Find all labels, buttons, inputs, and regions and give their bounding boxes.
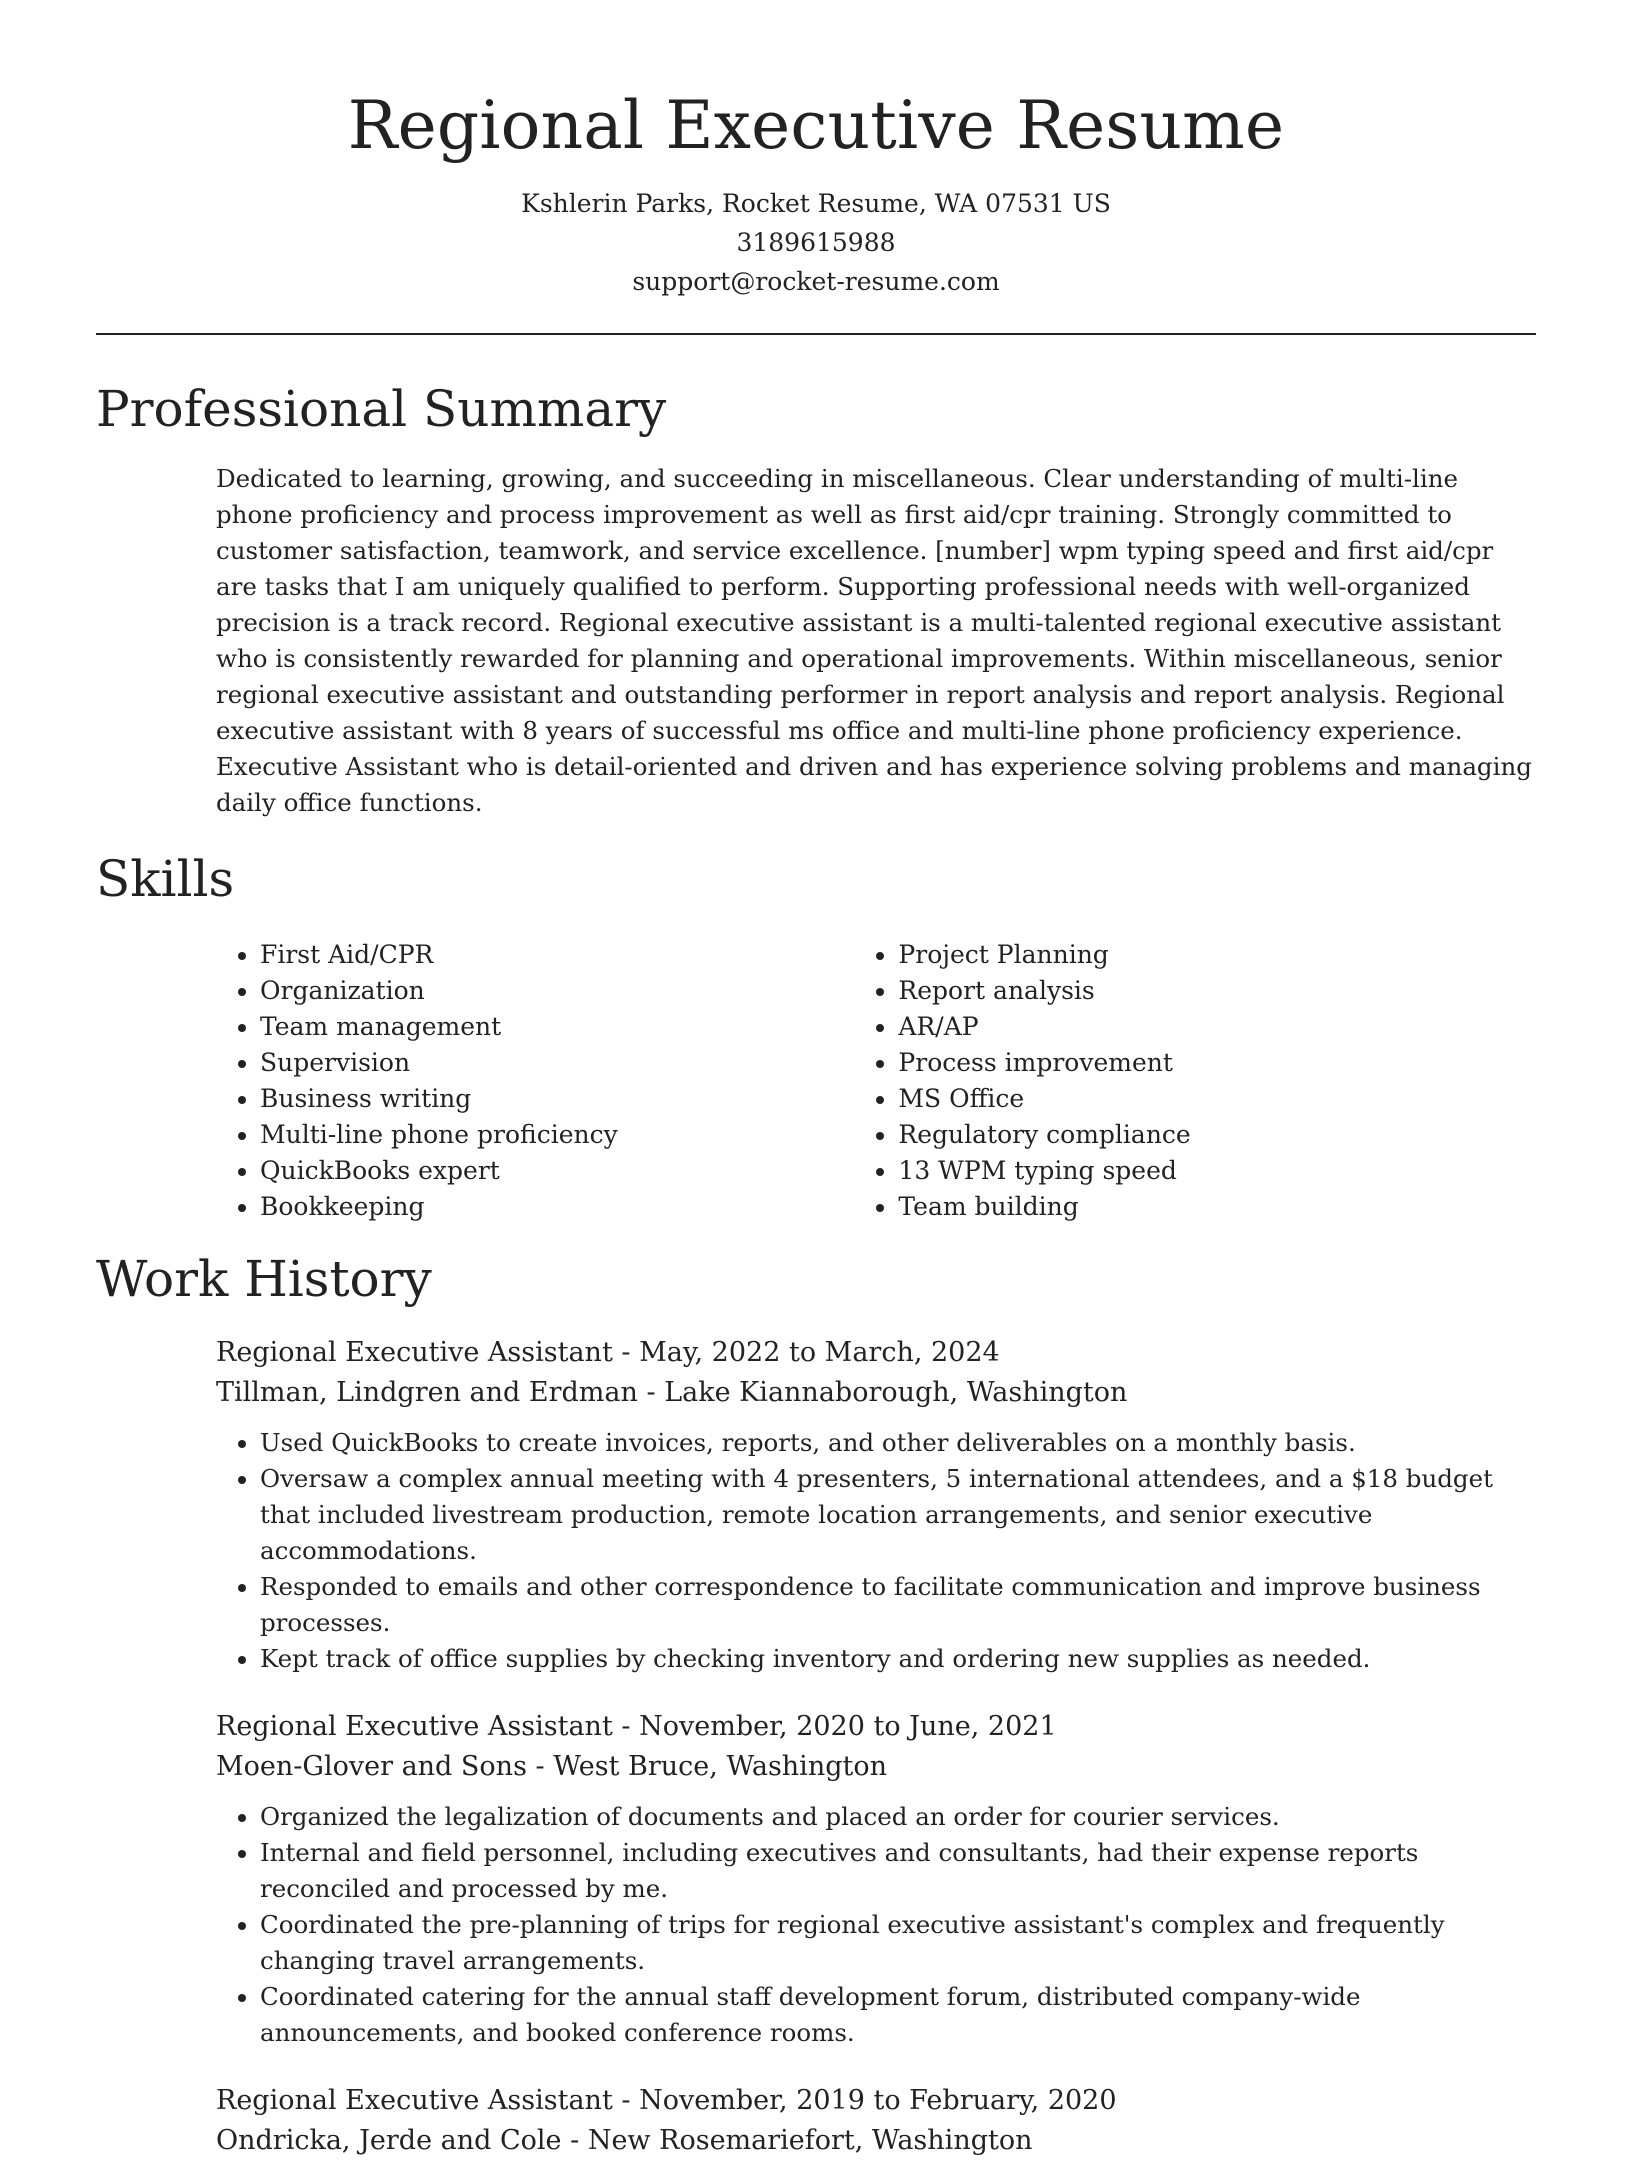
job-dates: May, 2022 to March, 2024 [639, 1337, 1000, 1368]
job-title-line: Regional Executive Assistant - May, 2022 to March, 2024 [216, 1337, 1000, 1368]
summary-text: Dedicated to learning, growing, and succeeding in miscellaneous. Clear understanding of multi-line phone proficiency and process improvement as well as first aid/cpr training. Strongly committed to customer satisfaction, teamwork, and service excellence. [number] wpm typing speed and first aid/cpr are tasks that I am uniquely qualified to perform. Supporting professional needs with well-organized precision is a track record. Regional executive assistant is a multi-talented regional executive assistant who is consistently rewarded for planning and operational improvements. Within miscellaneous, senior regional executive assistant and outstanding performer in report analysis and report analysis. Regional executive assistant with 8 years of successful ms office and multi-line phone proficiency experience. Executive Assistant who is detail-oriented and driven and has experience solving problems and managing daily office functions. [216, 464, 1532, 817]
job-entry [216, 1333, 1536, 1677]
job-company-line: Tillman, Lindgren and Erdman - Lake Kiannaborough, Washington [216, 1377, 1128, 1408]
skills-heading: Skills [96, 850, 235, 908]
skill-item: • Multi-line phone proficiency [260, 1117, 854, 1153]
job-company: Moen-Glover and Sons [216, 1751, 527, 1782]
job-title: Regional Executive Assistant [216, 1711, 613, 1742]
work-history-heading: Work History [96, 1250, 432, 1308]
job-bullet: • Internal and field personnel, including executives and consultants, had their expense reports reconciled and processed by me. [260, 1835, 1536, 1907]
job-title-line: Regional Executive Assistant - November, 2020 to June, 2021 [216, 1711, 1057, 1742]
skills-section [96, 847, 1536, 1225]
job-bullets [216, 1425, 1536, 1677]
job-title-line: Regional Executive Assistant - November, 2019 to February, 2020 [216, 2085, 1117, 2116]
skills-list-right [854, 937, 1536, 1225]
work-history-section [96, 1247, 1536, 2161]
job-dates: November, 2020 to June, 2021 [639, 1711, 1057, 1742]
contact-address: Kshlerin Parks, Rocket Resume, WA 07531 US [521, 189, 1111, 218]
skills-list-left [216, 937, 854, 1225]
job-bullet: • Kept track of office supplies by checking inventory and ordering new supplies as needed. [260, 1641, 1536, 1677]
job-dates: November, 2019 to February, 2020 [639, 2085, 1117, 2116]
job-entry [216, 2081, 1536, 2161]
job-bullet: • Responded to emails and other correspondence to facilitate communication and improve business processes. [260, 1569, 1536, 1641]
job-bullets [216, 1799, 1536, 2051]
contact-info [96, 184, 1536, 301]
skill-item: • Organization [260, 973, 854, 1009]
skill-item: • 13 WPM typing speed [898, 1153, 1536, 1189]
skill-item: • Team management [260, 1009, 854, 1045]
skill-item: • Supervision [260, 1045, 854, 1081]
resume-title: Regional Executive Resume [347, 87, 1285, 164]
contact-email: support@rocket-resume.com [632, 267, 1000, 296]
skill-item: • First Aid/CPR [260, 937, 854, 973]
skill-item: • Report analysis [898, 973, 1536, 1009]
job-entry [216, 1707, 1536, 2051]
job-company: Tillman, Lindgren and Erdman [216, 1377, 638, 1408]
job-company-line: Moen-Glover and Sons - West Bruce, Washington [216, 1751, 887, 1782]
skill-item: • QuickBooks expert [260, 1153, 854, 1189]
summary-section [96, 377, 1536, 821]
skill-item: • Process improvement [898, 1045, 1536, 1081]
skill-item: • Regulatory compliance [898, 1117, 1536, 1153]
job-bullet: • Oversaw a complex annual meeting with 4 presenters, 5 international attendees, and a $18 budget that included livestream production, remote location arrangements, and senior executive accommodations. [260, 1461, 1536, 1569]
contact-phone: 3189615988 [736, 228, 896, 257]
skill-item: • Bookkeeping [260, 1189, 854, 1225]
job-title: Regional Executive Assistant [216, 1337, 613, 1368]
job-location: Lake Kiannaborough, Washington [664, 1377, 1128, 1408]
job-title: Regional Executive Assistant [216, 2085, 613, 2116]
header-divider [96, 333, 1536, 335]
skill-item: • Project Planning [898, 937, 1536, 973]
skill-item: • MS Office [898, 1081, 1536, 1117]
summary-heading: Professional Summary [96, 380, 667, 438]
job-bullet: • Coordinated catering for the annual staff development forum, distributed company-wide announcements, and booked conference rooms. [260, 1979, 1536, 2051]
job-bullet: • Organized the legalization of documents and placed an order for courier services. [260, 1799, 1536, 1835]
resume-page [96, 0, 1536, 2161]
job-company-line: Ondricka, Jerde and Cole - New Rosemariefort, Washington [216, 2125, 1033, 2156]
skills-columns [216, 937, 1536, 1225]
job-location: New Rosemariefort, Washington [587, 2125, 1033, 2156]
resume-header [96, 0, 1536, 301]
job-bullet: • Coordinated the pre-planning of trips for regional executive assistant's complex and frequently changing travel arrangements. [260, 1907, 1536, 1979]
skill-item: • Team building [898, 1189, 1536, 1225]
job-company: Ondricka, Jerde and Cole [216, 2125, 562, 2156]
job-bullet: • Used QuickBooks to create invoices, reports, and other deliverables on a monthly basis. [260, 1425, 1536, 1461]
job-location: West Bruce, Washington [553, 1751, 887, 1782]
skill-item: • AR/AP [898, 1009, 1536, 1045]
skill-item: • Business writing [260, 1081, 854, 1117]
